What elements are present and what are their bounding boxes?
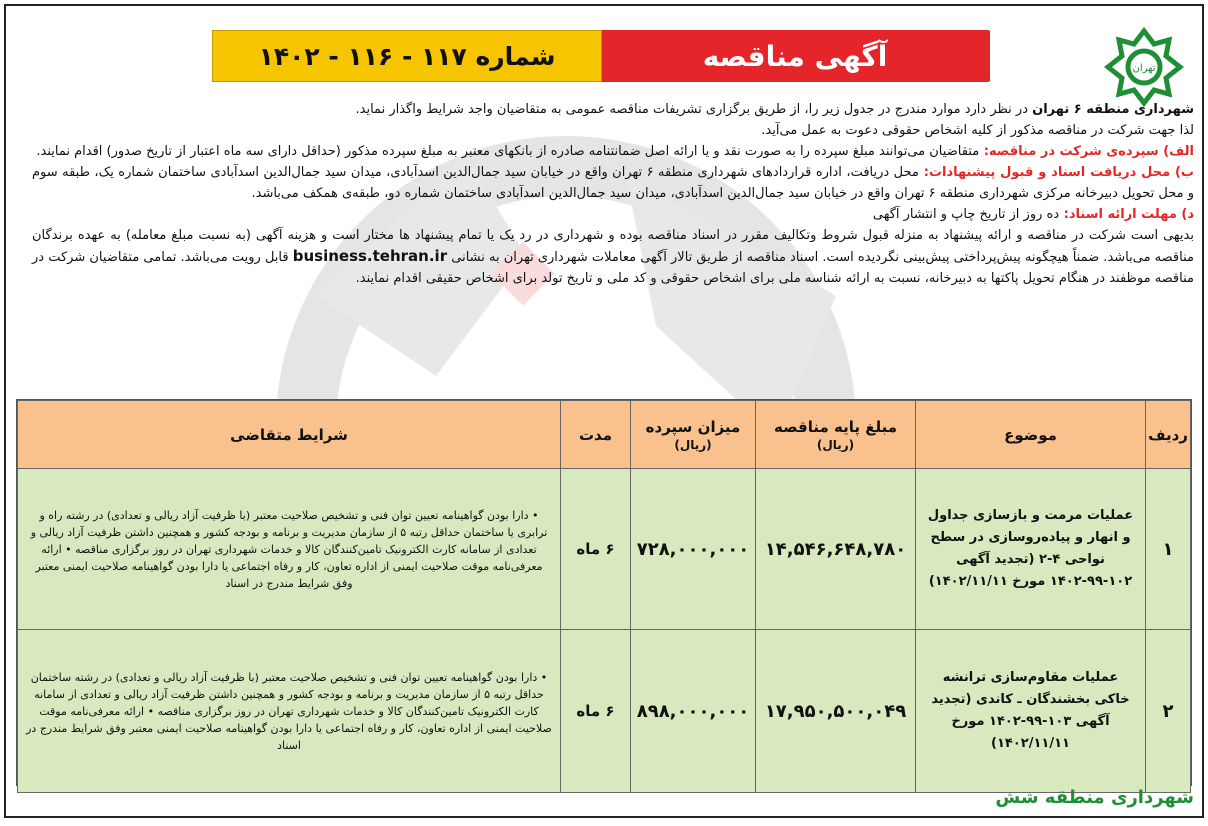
row-conditions: • دارا بودن گواهینامه تعیین توان فنی و تشخیص صلاحیت معتبر (با ظرفیت آزاد ریالی و تعدادی) در رشته راه و ترابری یا ساختمان حداقل رتبه ۵ از سازمان مدیریت و برنامه و بودجه کشور و همچنین داشتن ظرفیت آزاد ریالی و تعدادی از سامانه کارت الکترونیک تامین‌کنندگان کالا و خدمات شهرداری تهران در روز برگزاری مناقصه • ارائه معرفی‌نامه موقت صلاحیت ایمنی از اداره تعاون، کار و رفاه اجتماعی یا دارا بودن گواهینامه صلاحیت ایمنی معتبر وفق شرایط مندرج در اسناد (18, 469, 561, 630)
header-row-number: ردیف (1146, 401, 1191, 469)
terms-paragraph (32, 225, 1194, 289)
header-duration: مدت (561, 401, 631, 469)
header-base-price: مبلغ پایه مناقصه (ریال) (756, 401, 916, 469)
footer-signature: شهرداری منطقه شش (995, 787, 1194, 808)
table-row (18, 630, 1191, 793)
section-b-text: محل دریافت، اداره قراردادهای شهرداری منطقه ۶ تهران واقع در خیابان سید جمال‌الدین اسدآبادی، میدان سید جمال‌الدین اسدآبادی ساختمان شماره یک، طبقه سوم و محل تحویل دبیرخانه مرکزی شهرداری منطقه ۶ تهران واقع در خیابان سید جمال‌الدین اسدآبادی، میدان سید جمال‌الدین اسدآبادی ساختمان شماره دو، طبقه‌ی همکف می‌باشد. (32, 165, 1194, 201)
header-deposit: میزان سپرده (ریال) (631, 401, 756, 469)
row-base-price: ۱۷,۹۵۰,۵۰۰,۰۴۹ (756, 630, 916, 793)
section-b (32, 162, 1194, 204)
row-base-price: ۱۴,۵۴۶,۶۴۸,۷۸۰ (756, 469, 916, 630)
intro-line-2: لذا جهت شرکت در مناقصه مذکور از کلیه اشخاص حقوقی دعوت به عمل می‌آید. (761, 123, 1194, 138)
section-d (32, 204, 1194, 225)
section-a (32, 141, 1194, 162)
terms-end-text: قابل رویت می‌باشد. تمامی متقاضیان شرکت در مناقصه موظفند در هنگام تحویل پاکتها به دبیرخانه، نسبت به ارائه شناسه ملی برای اشخاص حقوقی و کد ملی و تاریخ تولد برای اشخاص حقیقی اقدام نمایند. (32, 250, 1194, 286)
row-deposit: ۷۲۸,۰۰۰,۰۰۰ (631, 469, 756, 630)
intro-text-1: در نظر دارد موارد مندرج در جدول زیر را، از طریق برگزاری تشریفات مناقصه عمومی به متقاضیان واجد شرایط واگذار نماید. (355, 102, 1033, 117)
section-d-text: ده روز از تاریخ چاپ و انتشار آگهی (872, 207, 1060, 222)
table-row (18, 469, 1191, 630)
table-header-row (18, 401, 1191, 469)
row-duration: ۶ ماه (561, 469, 631, 630)
section-d-label: د) مهلت ارائه اسناد: (1059, 207, 1194, 222)
section-a-text: متقاضیان می‌توانند مبلغ سپرده را به صورت نقد و یا ارائه اصل ضمانتنامه صادره از بانکهای معتبر به مبلغ سپرده مذکور (حداقل دارای سه ماه اعتبار از تاریخ صدور) اقدام نمایند. (36, 144, 980, 159)
row-number: ۱ (1146, 469, 1191, 630)
tehran-municipality-logo-icon (1104, 26, 1184, 108)
banner-title: آگهی مناقصه (600, 30, 990, 82)
row-subject: عملیات مقاوم‌سازی ترانشه خاکی بخشندگان ـ کاندی (تجدید آگهی ۱۰۳-۹۹-۱۴۰۲ مورخ ۱۴۰۲/۱۱/۱۱) (916, 630, 1146, 793)
tender-ad-page (4, 4, 1204, 818)
municipality-name: شهرداری منطقه ۶ تهران (1032, 102, 1194, 117)
intro-line-1 (32, 99, 1194, 120)
row-number: ۲ (1146, 630, 1191, 793)
row-subject: عملیات مرمت و بازسازی جداول و انهار و پیاده‌روسازی در سطح نواحی ۴-۲ (تجدید آگهی ۱۰۲-۹۹-۱۴۰۲ مورخ ۱۴۰۲/۱۱/۱۱) (916, 469, 1146, 630)
header-subject: موضوع (916, 401, 1146, 469)
announcement-body (32, 99, 1194, 289)
section-b-label: ب) محل دریافت اسناد و قبول پیشنهادات: (918, 165, 1194, 180)
header-conditions: شرایط متقاضی (18, 401, 561, 469)
row-duration: ۶ ماه (561, 630, 631, 793)
business-url[interactable]: business.tehran.ir (292, 247, 448, 265)
section-a-label: الف) سپرده‌ی شرکت در مناقصه: (979, 144, 1194, 159)
banner-number: شماره ۱۱۷ - ۱۱۶ - ۱۴۰۲ (212, 30, 602, 82)
svg-text:تهران: تهران (1132, 63, 1156, 74)
row-conditions: • دارا بودن گواهینامه تعیین توان فنی و تشخیص صلاحیت معتبر (با ظرفیت آزاد ریالی و تعدادی) در رشته ساختمان حداقل رتبه ۵ از سازمان مدیریت و برنامه و بودجه کشور و همچنین داشتن ظرفیت آزاد ریالی و تعدادی از سامانه کارت الکترونیک تامین‌کنندگان کالا و خدمات شهرداری تهران در روز برگزاری مناقصه • ارائه معرفی‌نامه موقت صلاحیت ایمنی از اداره تعاون، کار و رفاه اجتماعی یا دارا بودن گواهینامه صلاحیت ایمنی معتبر وفق شرایط مندرج در اسناد (18, 630, 561, 793)
tender-table-grid (17, 400, 1191, 793)
terms-text: بدیهی است شرکت در مناقصه و ارائه پیشنهاد به منزله قبول شروط وتکالیف مقرر در اسناد مناقصه بوده و شهرداری در رد یک یا تمام پیشنهاد ها مختار است و هزینه آگهی (به نسبت مبلغ معامله) به عهده برندگان مناقصه می‌باشد. ضمناً هیچگونه پیش‌پرداختی پیش‌بینی نگردیده است. اسناد مناقصه از طریق تالار آگهی معاملات شهرداری تهران به نشانی (32, 228, 1194, 265)
row-deposit: ۸۹۸,۰۰۰,۰۰۰ (631, 630, 756, 793)
tender-table (16, 399, 1192, 786)
